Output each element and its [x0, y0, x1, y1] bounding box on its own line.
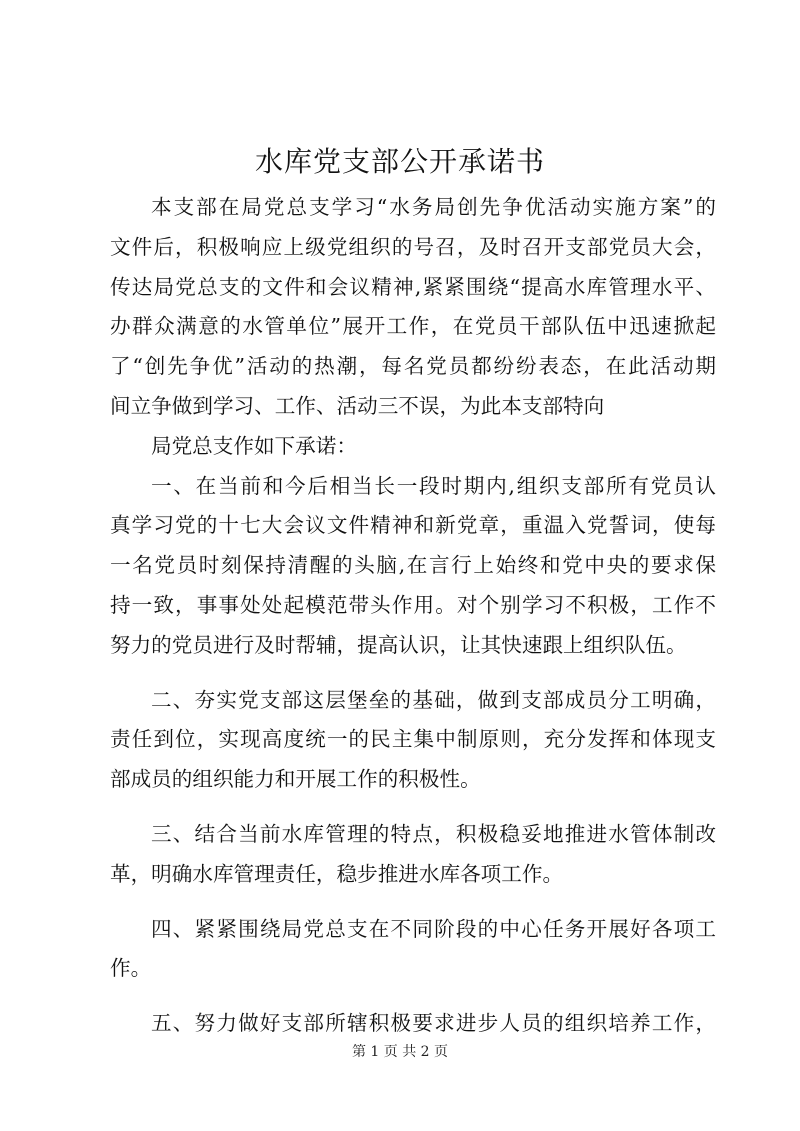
body-line: 办群众满意的水管单位”展开工作，在党员干部队伍中迅速掀起	[110, 314, 716, 339]
body-line: 间立争做到学习、工作、活动三不误，为此本支部特向	[110, 393, 605, 418]
body-line: 一、在当前和今后相当长一段时期内,组织支部所有党员认	[151, 473, 716, 498]
body-line: 部成员的组织能力和开展工作的积极性。	[110, 767, 481, 792]
body-line: 革，明确水库管理责任，稳步推进水库各项工作。	[110, 861, 564, 886]
body-line: 三、结合当前水库管理的特点，积极稳妥地推进水管体制改	[151, 821, 716, 846]
body-line: 作。	[110, 956, 152, 981]
body-line: 二、夯实党支部这层堡垒的基础，做到支部成员分工明确，	[151, 687, 716, 712]
body-line: 五、努力做好支部所辖积极要求进步人员的组织培养工作，	[151, 1011, 716, 1036]
document-title: 水库党支部公开承诺书	[254, 145, 545, 178]
body-line: 努力的党员进行及时帮辅，提高认识，让其快速跟上组织队伍。	[110, 632, 687, 657]
body-line: 了“创先争优”活动的热潮，每名党员都纷纷表态，在此活动期	[110, 354, 716, 379]
body-line: 文件后，积极响应上级党组织的号召，及时召开支部党员大会，	[110, 234, 716, 259]
body-line: 四、紧紧围绕局党总支在不同阶段的中心任务开展好各项工	[151, 916, 716, 941]
body-line: 一名党员时刻保持清醒的头脑,在言行上始终和党中央的要求保	[110, 553, 716, 578]
body-line: 局党总支作如下承诺：	[151, 433, 357, 458]
body-line: 真学习党的十七大会议文件精神和新党章，重温入党誓词，使每	[110, 513, 716, 538]
body-line: 持一致，事事处处起模范带头作用。对个别学习不积极，工作不	[110, 592, 716, 617]
document-body	[110, 188, 716, 1044]
body-line: 本支部在局党总支学习“水务局创先争优活动实施方案”的	[151, 195, 716, 219]
body-line: 传达局党总支的文件和会议精神,紧紧围绕“提高水库管理水平、	[110, 274, 716, 299]
page-number: 第 1 页 共 2 页	[351, 1044, 449, 1060]
body-line: 责任到位，实现高度统一的民主集中制原则，充分发挥和体现支	[110, 727, 716, 752]
